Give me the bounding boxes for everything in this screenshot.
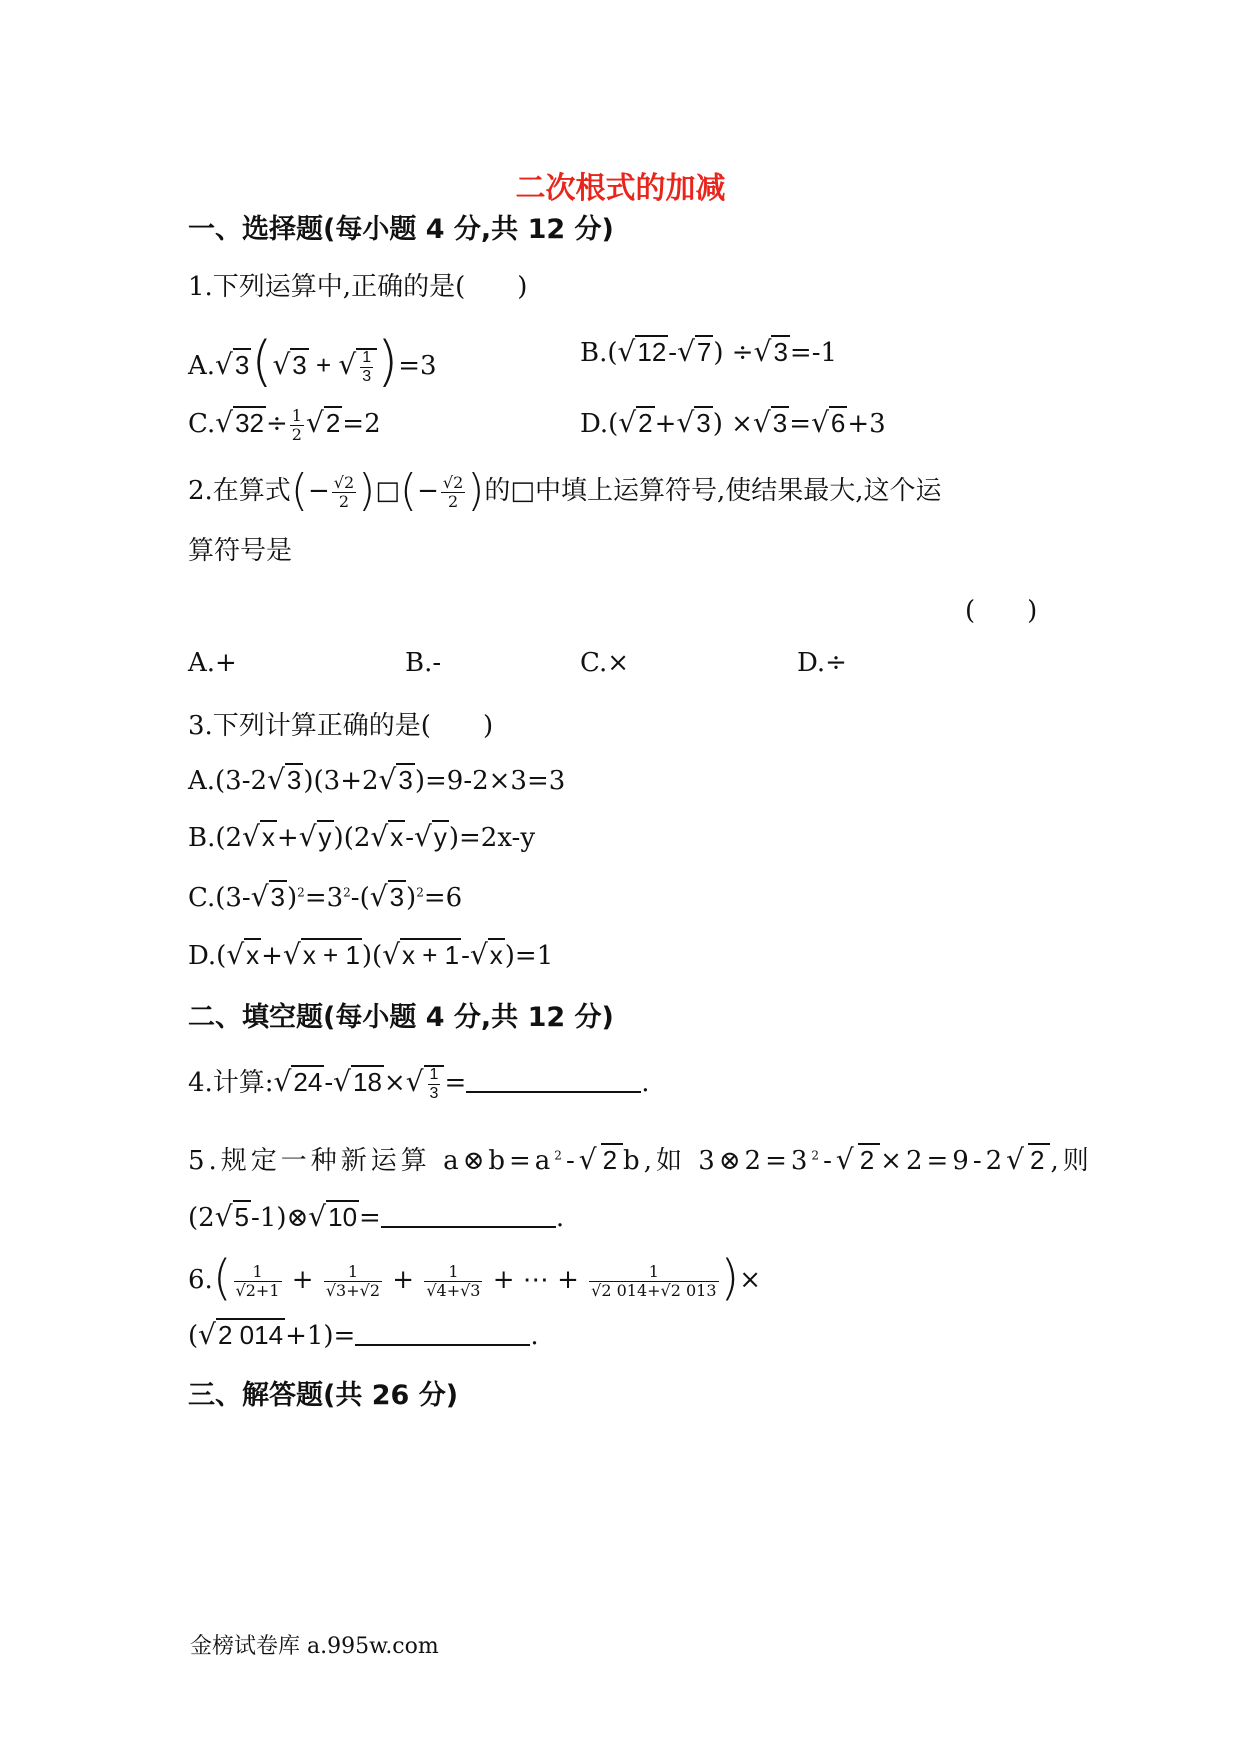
q3-option-c: $C.(3-√3)^2=3^2-(√3)^2=6$ xyxy=(188,880,463,913)
q1-option-b: B.(√12-√7) ÷√3=-1 xyxy=(580,335,838,368)
q1-option-d: D.(√2+√3) ×√3=√6+3 xyxy=(580,406,886,439)
q1-option-a: A.√3(√3 + √ $\frac{1}{3}$ )=3 xyxy=(188,330,437,393)
q2-option-a: A.+ xyxy=(188,648,237,678)
q5-line2: (2√5-1)⊗√10= . xyxy=(188,1200,565,1233)
q6-line2: (√2 014+1)= . xyxy=(188,1318,539,1351)
section-fill-heading: 二、填空题(每小题 4 分,共 12 分) xyxy=(188,1002,614,1033)
q4: 4.计算:√24-√18×√ $\frac{1}{3}$ = . xyxy=(188,1065,650,1102)
q2-answer-paren: ( ) xyxy=(965,596,1038,626)
q3-option-d: D.(√x+√x + 1)(√x + 1-√x)=1 xyxy=(188,938,554,971)
q2-option-c: C.× xyxy=(580,648,630,678)
q2-option-b: B.- xyxy=(405,648,442,678)
page-title: 二次根式的加减 xyxy=(515,171,726,206)
q6-line1: 6.( $\frac{1}{√2+1}$ + $\frac{1}{√3+√2}$ + $\frac{1}{√4+√3}$ + ⋯ + $\frac{1}{√2 014+√2 013}$ )× xyxy=(188,1250,762,1306)
q2-stem-line1: 2.在算式(− $\frac{√2}{2}$ )□(− $\frac{√2}{2}$ )的□中填上运算符号,使结果最大,这个运 xyxy=(188,465,942,516)
section-choice-heading: 一、选择题(每小题 4 分,共 12 分) xyxy=(188,214,614,245)
q2-option-d: D.÷ xyxy=(797,648,847,678)
q3-option-a: A.(3-2√3)(3+2√3)=9-2×3=3 xyxy=(188,763,566,796)
q3-option-b: B.(2√x+√y)(2√x-√y)=2x-y xyxy=(188,820,536,853)
q1-stem: 1.下列运算中,正确的是( ) xyxy=(188,272,528,302)
q2-stem-line2: 算符号是 xyxy=(188,536,293,566)
q3-stem: 3.下列计算正确的是( ) xyxy=(188,711,494,741)
q5-line1: 5.规定一种新运算 $a\otimes b=a^2-√2b$,如 $3\otimes 2=3^2-√2\times 2=9-2√2$,则 xyxy=(188,1143,1093,1176)
footer-source: 金榜试卷库 a.995w.com xyxy=(190,1634,439,1659)
q1-option-c: C.√32÷ $\frac{1}{2}$ √2=2 xyxy=(188,405,381,444)
section-answer-heading: 三、解答题(共 26 分) xyxy=(188,1380,459,1411)
